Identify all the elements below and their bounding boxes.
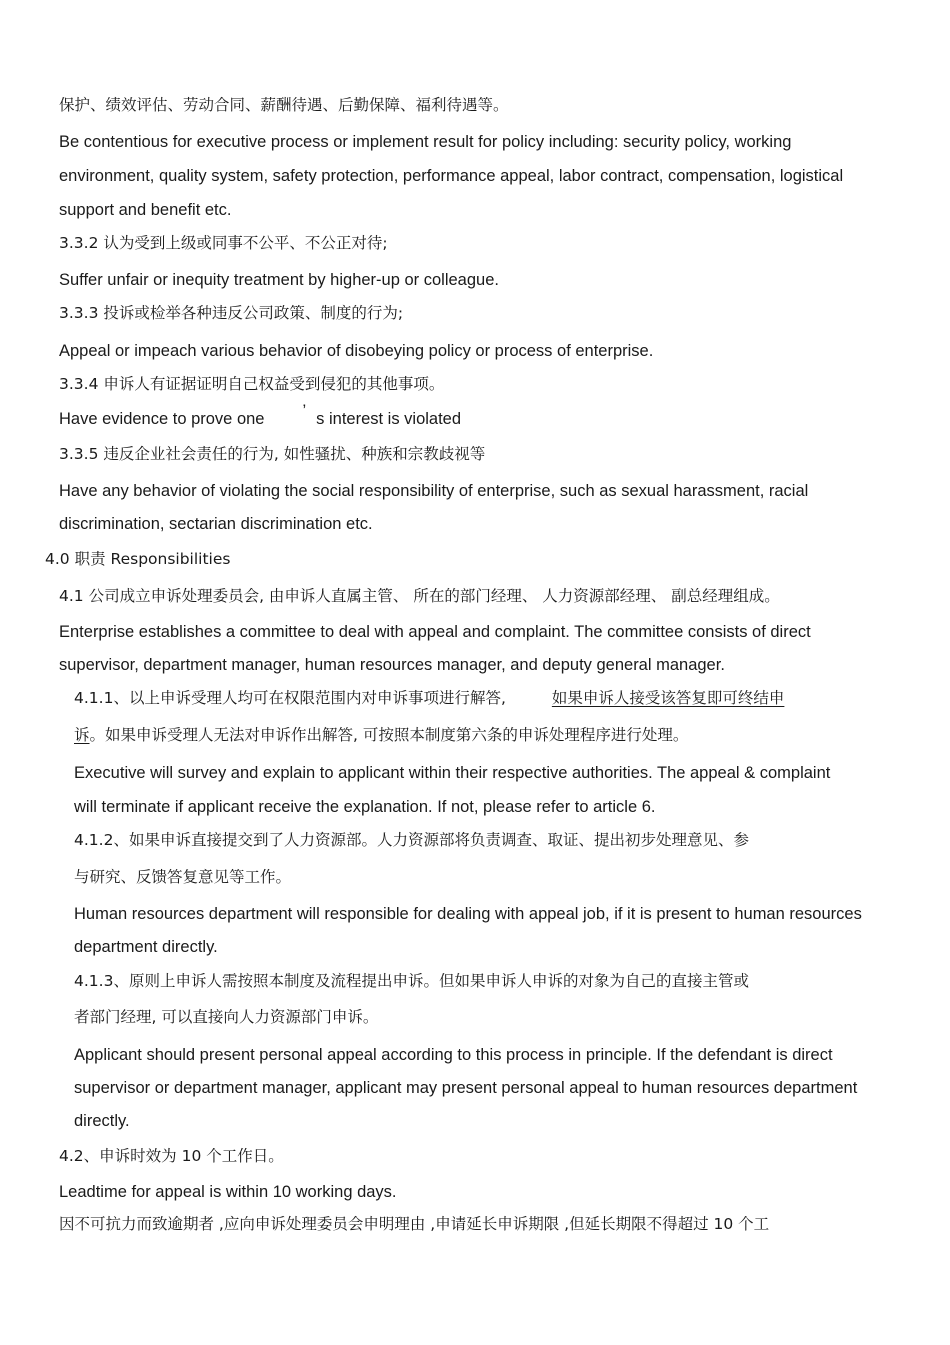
clause-4-2: 4.2、申诉时效为 10 个工作日。 xyxy=(59,1147,284,1165)
underlined-text: 诉 xyxy=(74,726,90,744)
clause-3-3-5: 3.3.5 违反企业社会责任的行为, 如性骚扰、种族和宗教歧视等 xyxy=(59,445,486,463)
clause-3-3-4: 3.3.4 申诉人有证据证明自己权益受到侵犯的其他事项。 xyxy=(59,375,445,393)
paragraph-line xyxy=(59,402,462,430)
paragraph-line xyxy=(74,726,688,745)
paragraph-line: supervisor or department manager, applicant may present personal appeal to human resources department xyxy=(74,1079,858,1097)
section-heading-4-0: 4.0 职责 Responsibilities xyxy=(45,550,231,568)
paragraph-line: Executive will survey and explain to applicant within their respective authorities. The appeal & complaint xyxy=(74,764,831,782)
clause-4-1: 4.1 公司成立申诉处理委员会, 由申诉人直属主管、 所在的部门经理、 人力资源部经理、 副总经理组成。 xyxy=(59,587,780,605)
paragraph-line: 保护、绩效评估、劳动合同、薪酬待遇、后勤保障、福利待遇等。 xyxy=(59,96,509,114)
paragraph-line: Suffer unfair or inequity treatment by higher-up or colleague. xyxy=(59,271,499,289)
underlined-text: 如果申诉人接受该答复即可终结申 xyxy=(551,689,785,707)
paragraph-line: discrimination, sectarian discrimination etc. xyxy=(59,515,373,533)
text-segment: Have evidence to prove one xyxy=(59,410,265,428)
clause-4-1-1 xyxy=(74,689,802,708)
apostrophe: ’ xyxy=(302,402,307,420)
text-segment: 4.1.1、以上申诉受理人均可在权限范围内对申诉事项进行解答, xyxy=(74,689,506,707)
paragraph-line: directly. xyxy=(74,1112,130,1130)
clause-4-1-3: 4.1.3、原则上申诉人需按照本制度及流程提出申诉。但如果申诉人申诉的对象为自己的直接主管或 xyxy=(74,972,749,990)
text-segment: s interest is violated xyxy=(316,410,462,428)
paragraph-line: Human resources department will responsible for dealing with appeal job, if it is present to human resources xyxy=(74,905,862,923)
paragraph-line: will terminate if applicant receive the explanation. If not, please refer to article 6. xyxy=(74,798,656,816)
paragraph-line: support and benefit etc. xyxy=(59,201,232,219)
paragraph-line: Enterprise establishes a committee to deal with appeal and complaint. The committee consists of direct xyxy=(59,623,811,641)
paragraph-line: Applicant should present personal appeal according to this process in principle. If the defendant is direct xyxy=(74,1046,833,1064)
paragraph-line: Have any behavior of violating the social responsibility of enterprise, such as sexual harassment, racial xyxy=(59,482,809,500)
clause-3-3-2: 3.3.2 认为受到上级或同事不公平、不公正对待; xyxy=(59,234,388,252)
paragraph-line: 因不可抗力而致逾期者 ,应向申诉处理委员会申明理由 ,申请延长申诉期限 ,但延长期限不得超过 10 个工 xyxy=(59,1215,770,1233)
paragraph-line: supervisor, department manager, human resources manager, and deputy general manager. xyxy=(59,656,725,674)
paragraph-line: environment, quality system, safety protection, performance appeal, labor contract, compensation, logistical xyxy=(59,167,844,185)
clause-3-3-3: 3.3.3 投诉或检举各种违反公司政策、制度的行为; xyxy=(59,304,404,322)
paragraph-line: 者部门经理, 可以直接向人力资源部门申诉。 xyxy=(74,1008,379,1026)
paragraph-line: Appeal or impeach various behavior of disobeying policy or process of enterprise. xyxy=(59,342,654,360)
paragraph-line: Leadtime for appeal is within 10 working days. xyxy=(59,1183,397,1201)
clause-4-1-2: 4.1.2、如果申诉直接提交到了人力资源部。人力资源部将负责调查、取证、提出初步处理意见、参 xyxy=(74,831,749,849)
paragraph-line: Be contentious for executive process or implement result for policy including: security policy, working xyxy=(59,133,792,151)
text-segment: 。如果申诉受理人无法对申诉作出解答, 可按照本制度第六条的申诉处理程序进行处理。 xyxy=(89,726,689,744)
paragraph-line: 与研究、反馈答复意见等工作。 xyxy=(74,868,292,886)
paragraph-line: department directly. xyxy=(74,938,218,956)
